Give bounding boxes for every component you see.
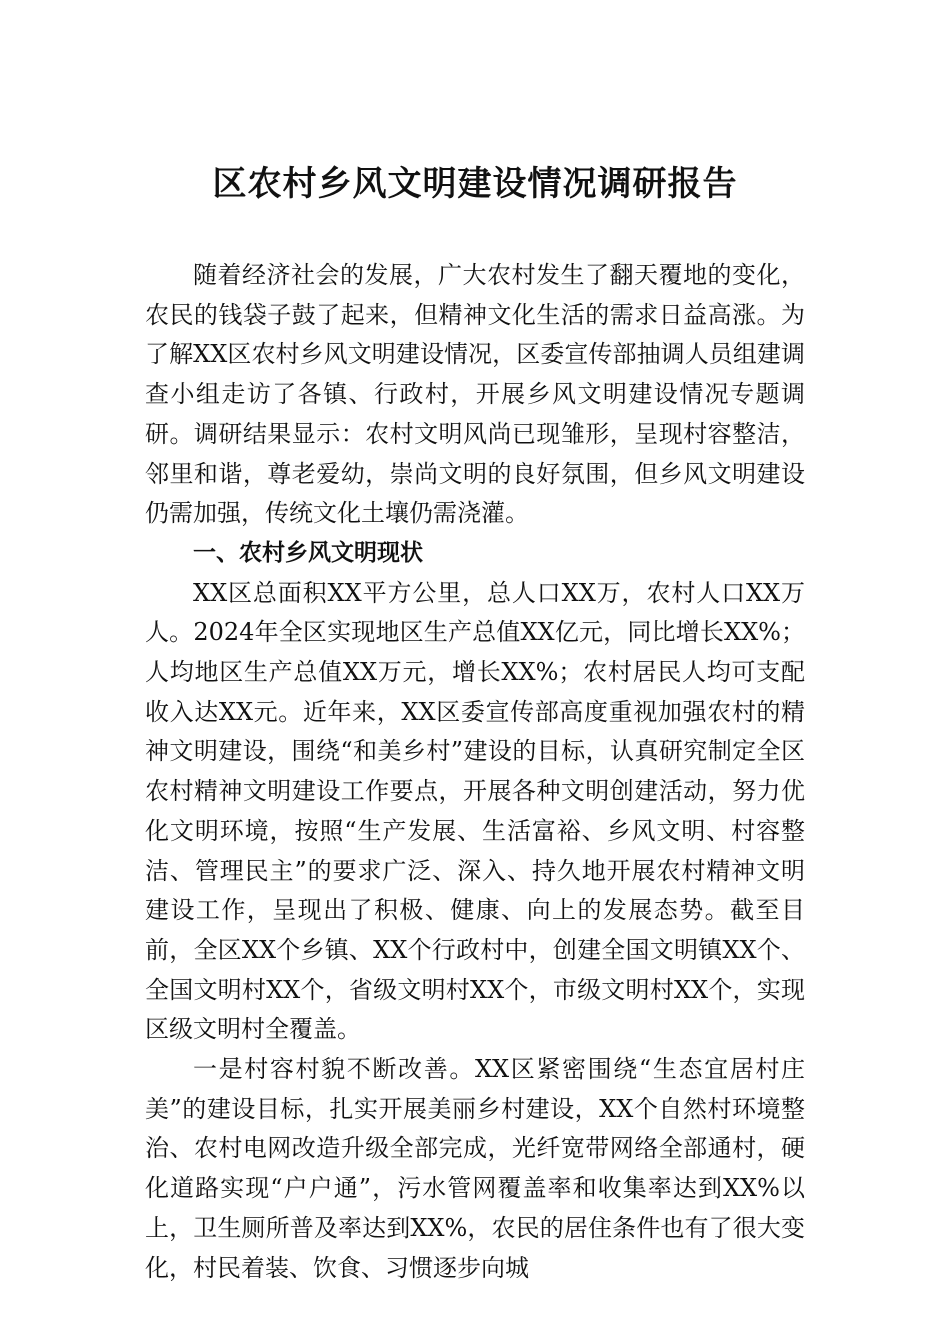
document-title: 区农村乡风文明建设情况调研报告 — [212, 164, 738, 204]
intro-paragraph: 随着经济社会的发展，广大农村发生了翻天覆地的变化，农民的钱袋子鼓了起来，但精神文化生活的需求日益高涨。为了解XX区农村乡风文明建设情况，区委宣传部抽调人员组建调查小组走访了各镇、行政村，开展乡风文明建设情况专题调研。调研结果显示：农村文明风尚已现雏形，呈现村容整洁，邻里和谐，尊老爱幼，崇尚文明的良好氛围，但乡风文明建设仍需加强，传统文化土壤仍需浇灌。 — [145, 261, 805, 528]
document-body — [145, 256, 805, 1288]
section-heading: 一、农村乡风文明现状 — [193, 539, 423, 566]
village-appearance-paragraph: 一是村容村貌不断改善。XX区紧密围绕“生态宜居村庄美”的建设目标，扎实开展美丽乡村建设，XX个自然村环境整治、农村电网改造升级全部完成，光纤宽带网络全部通村，硬化道路实现“户户通”，污水管网覆盖率和收集率达到XX%以上，卫生厕所普及率达到XX%，农民的居住条件也有了很大变化，村民着装、饮食、习惯逐步向城 — [145, 1055, 805, 1282]
status-paragraph: XX区总面积XX平方公里，总人口XX万，农村人口XX万人。2024年全区实现地区生产总值XX亿元，同比增长XX%；人均地区生产总值XX万元，增长XX%；农村居民人均可支配收入达XX元。近年来，XX区委宣传部高度重视加强农村的精神文明建设，围绕“和美乡村”建设的目标，认真研究制定全区农村精神文明建设工作要点，开展各种文明创建活动，努力优化文明环境，按照“生产发展、生活富裕、乡风文明、村容整洁、管理民主”的要求广泛、深入、持久地开展农村精神文明建设工作，呈现出了积极、健康、向上的发展态势。截至目前，全区XX个乡镇、XX个行政村中，创建全国文明镇XX个、全国文明村XX个，省级文明村XX个，市级文明村XX个，实现区级文明村全覆盖。 — [145, 578, 805, 1044]
